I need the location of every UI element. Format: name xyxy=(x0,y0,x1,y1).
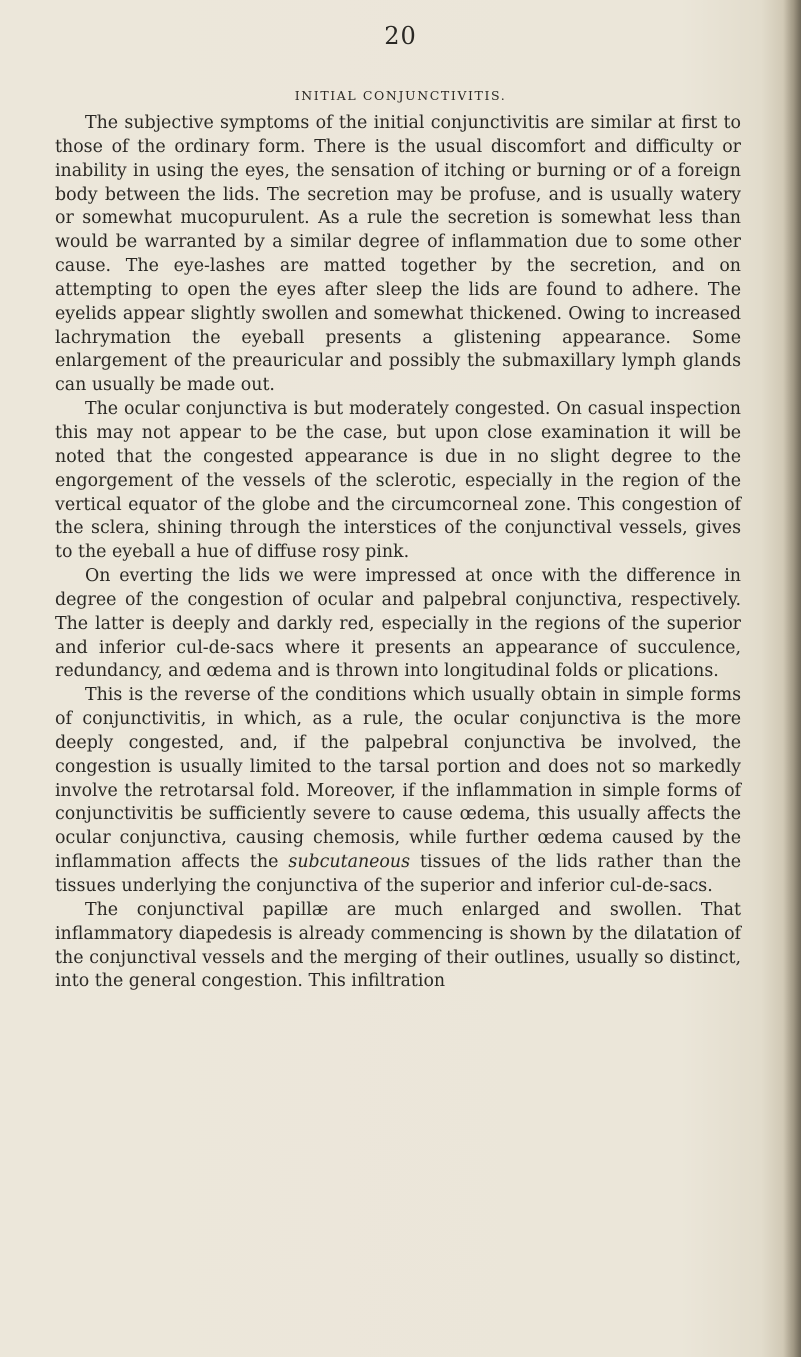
page-number: 20 xyxy=(384,22,417,50)
paragraph-reverse-conditions xyxy=(55,684,741,899)
page-gutter-shadow xyxy=(783,0,801,1357)
emphasis-subcutaneous: subcutaneous xyxy=(288,852,411,873)
running-head: INITIAL CONJUNCTIVITIS. xyxy=(294,88,507,103)
paragraph-subjective-symptoms: The subjective symptoms of the initial conjunctivitis are similar at first to those of the ordinary form. There is the usual discomfort and difficulty or inability in using the eyes, the sensation of itching or burning or of a foreign body between the lids. The secretion may be profuse, and is usually watery or somewhat mucopurulent. As a rule the secretion is somewhat less than would be warranted by a similar degree of inflammation due to some other cause. The eye-lashes are matted together by the secretion, and on attempting to open the eyes after sleep the lids are found to adhere. The eyelids appear slightly swollen and somewhat thickened. Owing to increased lachrymation the eyeball presents a glistening appearance. Some enlargement of the preauricular and possibly the submaxillary lymph glands can usually be made out. xyxy=(55,113,741,396)
paragraph-conjunctival-papillae: The conjunctival papillæ are much enlarged and swollen. That inflammatory diapedesis is already commencing is shown by the dilatation of the conjunctival vessels and the merging of their outlines, usually so distinct, into the general congestion. This infiltration xyxy=(55,899,741,992)
paragraph-ocular-conjunctiva: The ocular conjunctiva is but moderately congested. On casual inspection this may not appear to be the case, but upon close examination it will be noted that the congested appearance is due in no slight degree to the engorgement of the vessels of the sclerotic, especially in the region of the vertical equator of the globe and the circumcorneal zone. This congestion of the sclera, shining through the interstices of the conjunctival vessels, gives to the eyeball a hue of diffuse rosy pink. xyxy=(55,399,741,563)
paragraph-text-after-emphasis: tissues of the lids rather than the tissues underlying the conjunctiva of the superior and inferior cul-de-sacs. xyxy=(55,852,741,896)
body-text xyxy=(55,112,741,994)
paragraph-text-before-emphasis: This is the reverse of the conditions which usually obtain in simple forms of conjunctivitis, in which, as a rule, the ocular conjunctiva is the more deeply congested, and, if the palpebral conjunctiva be involved, the congestion is usually limited to the tarsal portion and does not so markedly involve the retrotarsal fold. Moreover, if the inflammation in simple forms of conjunctivitis be sufficiently severe to cause œdema, this usually affects the ocular conjunctiva, causing chemosis, while further œdema caused by the inflammation affects the xyxy=(55,685,741,873)
paragraph-everting-lids: On everting the lids we were impressed at once with the difference in degree of the congestion of ocular and palpebral conjunctiva, respectively. The latter is deeply and darkly red, especially in the regions of the superior and inferior cul-de-sacs where it presents an appearance of succulence, redundancy, and œdema and is thrown into longitudinal folds or plications. xyxy=(55,566,741,682)
